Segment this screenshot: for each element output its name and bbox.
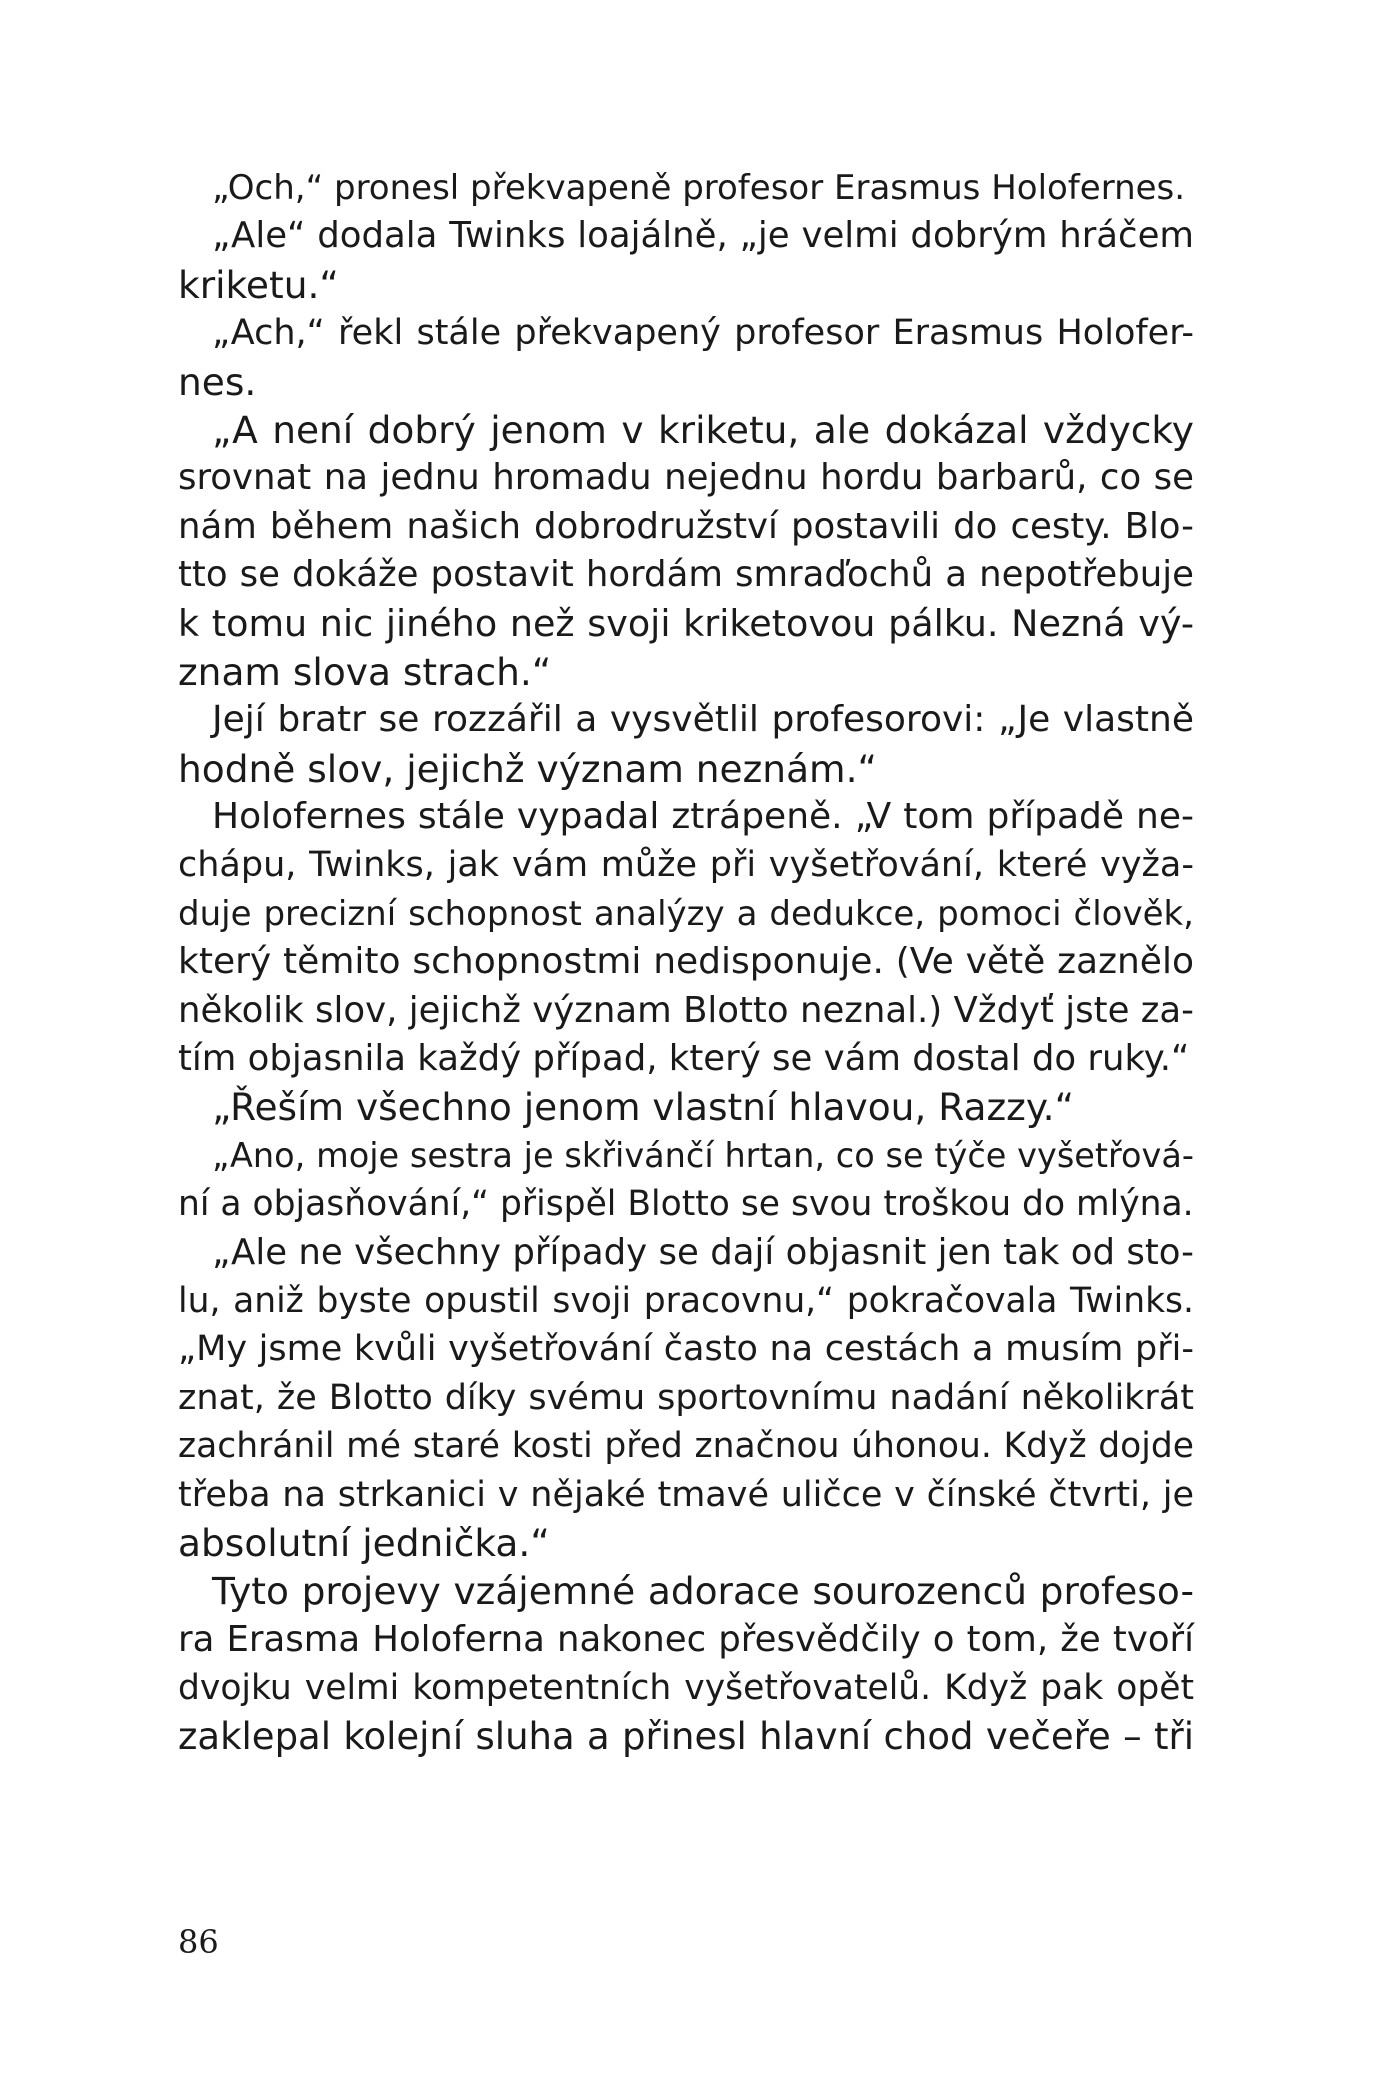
text-line: ní a objasňování,“ přispěl Blotto se svou troškou do mlýna. [178, 1184, 1194, 1225]
text-line: Její bratr se rozzářil a vysvětlil profesorovi: „Je vlastně [212, 699, 1194, 741]
text-line: srovnat na jednu hromadu nejednu hordu barbarů, co se [178, 457, 1194, 499]
text-line: „Ach,“ řekl stále překvapený profesor Erasmus Holofer- [212, 313, 1194, 354]
text-line: který těmito schopnostmi nedisponuje. (Ve větě zaznělo [178, 941, 1194, 983]
text-line: tím objasnila každý případ, který se vám dostal do ruky.“ [178, 1038, 1190, 1080]
text-line: „Och,“ pronesl překvapeně profesor Erasmus Holofernes. [212, 168, 1186, 208]
text-line: nám během našich dobrodružství postavili do cesty. Blo- [178, 505, 1194, 547]
text-line: Holofernes stále vypadal ztrápeně. „V tom případě ne- [212, 796, 1194, 838]
text-line: „My jsme kvůli vyšetřování často na cestách a musím při- [178, 1329, 1194, 1370]
text-line: k tomu nic jiného než svoji kriketovou pálku. Nezná vý- [178, 601, 1194, 645]
text-line: absolutní jednička.“ [178, 1520, 550, 1565]
text-line: znam slova strach.“ [178, 649, 552, 694]
text-line: „Ale“ dodala Twinks loajálně, „je velmi dobrým hráčem [212, 215, 1194, 257]
text-line: duje precizní schopnost analýzy a dedukce, pomoci člověk, [178, 893, 1194, 934]
text-line: „Řeším všechno jenom vlastní hlavou, Razzy.“ [212, 1085, 1075, 1130]
text-line: ra Erasma Holoferna nakonec přesvědčily o tom, že tvoří [178, 1618, 1194, 1660]
text-line: několik slov, jejichž význam Blotto neznal.) Vždyť jste za- [178, 989, 1194, 1031]
text-line: „Ale ne všechny případy se dají objasnit jen tak od sto- [212, 1231, 1194, 1273]
text-line: „A není dobrý jenom v kriketu, ale dokázal vždycky [212, 407, 1194, 452]
text-line: nes. [178, 359, 257, 404]
text-line: zachránil mé staré kosti před značnou úhonou. Když dojde [178, 1426, 1194, 1467]
text-line: kriketu.“ [178, 262, 339, 307]
text-line: lu, aniž byste opustil svoji pracovnu,“ pokračovala Twinks. [178, 1280, 1194, 1321]
text-line: Tyto projevy vzájemné adorace sourozenců profeso- [212, 1569, 1194, 1614]
text-line: „Ano, moje sestra je skřivánčí hrtan, co se týče vyšetřová- [212, 1135, 1194, 1175]
body-text [178, 164, 1194, 1761]
text-line: chápu, Twinks, jak vám může při vyšetřování, které vyža- [178, 845, 1194, 886]
page-number: 86 [178, 1923, 219, 1961]
text-line: hodně slov, jejichž význam neznám.“ [178, 746, 877, 791]
text-line: dvojku velmi kompetentních vyšetřovatelů. Když pak opět [178, 1668, 1194, 1709]
text-line: znat, že Blotto díky svému sportovnímu nadání několikrát [178, 1377, 1194, 1418]
text-line: třeba na strkanici v nějaké tmavé uličce v čínské čtvrti, je [178, 1474, 1194, 1515]
text-line: zaklepal kolejní sluha a přinesl hlavní chod večeře – tři [178, 1714, 1194, 1758]
text-line: tto se dokáže postavit hordám smraďochů a nepotřebuje [178, 554, 1194, 596]
